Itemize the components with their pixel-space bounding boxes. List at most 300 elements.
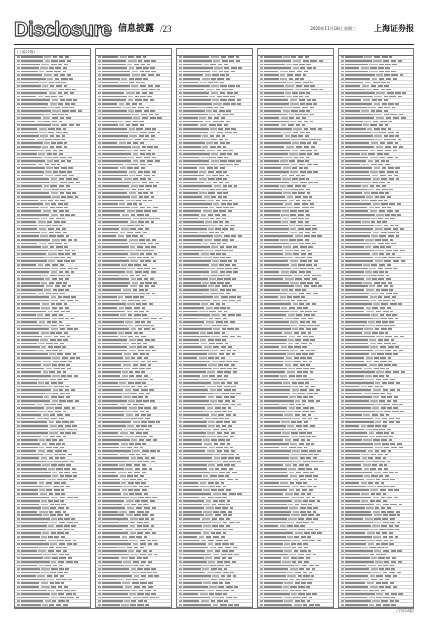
table-cell	[136, 175, 142, 177]
table-cell	[260, 532, 263, 534]
table-cell	[52, 318, 57, 320]
table-cell	[56, 303, 62, 305]
table-cell	[224, 124, 228, 126]
table-cell	[51, 192, 59, 194]
table-cell	[290, 379, 295, 381]
table-cell	[17, 318, 20, 320]
table-cell	[264, 557, 281, 559]
table-cell	[260, 432, 263, 434]
table-cell	[300, 389, 307, 391]
table-cell	[307, 257, 312, 259]
table-cell	[132, 74, 140, 76]
table-cell	[98, 314, 101, 316]
table-cell	[179, 529, 182, 531]
table-cell	[207, 371, 215, 373]
table-cell	[305, 160, 309, 162]
table-cell	[39, 228, 47, 230]
table-cell	[43, 189, 51, 191]
table-cell	[264, 135, 283, 137]
table-cell	[318, 128, 322, 130]
table-cell	[60, 575, 64, 577]
table-cell	[260, 371, 263, 373]
table-cell	[131, 361, 139, 363]
table-cell	[228, 210, 233, 212]
table-cell	[21, 189, 41, 191]
table-cell	[300, 246, 307, 248]
table-cell	[213, 536, 220, 538]
table-cell	[141, 114, 148, 116]
table-cell	[64, 332, 68, 334]
table-cell	[307, 493, 312, 495]
table-cell	[17, 479, 20, 481]
table-cell	[391, 74, 398, 76]
table-cell	[296, 407, 301, 409]
table-cell	[369, 339, 376, 341]
table-cell	[289, 289, 293, 291]
table-cell	[364, 192, 370, 194]
table-cell	[220, 99, 227, 101]
table-cell	[52, 439, 57, 441]
table-cell	[102, 67, 127, 69]
table-cell	[221, 346, 227, 348]
table-cell	[205, 514, 213, 516]
table-cell	[67, 60, 71, 62]
table-cell	[381, 282, 386, 284]
table-cell	[21, 293, 36, 295]
table-cell	[396, 132, 400, 134]
table-cell	[58, 203, 63, 205]
table-cell	[21, 346, 40, 348]
table-cell	[226, 293, 231, 295]
table-cell	[224, 389, 231, 391]
table-cell	[59, 185, 65, 187]
table-cell	[98, 500, 101, 502]
table-cell	[42, 275, 48, 277]
table-cell	[381, 289, 388, 291]
table-cell	[66, 561, 73, 563]
table-cell	[179, 353, 182, 355]
table-cell	[227, 500, 230, 502]
table-cell	[129, 540, 138, 542]
table-cell	[146, 293, 150, 295]
table-cell	[183, 250, 204, 252]
table-cell	[203, 504, 210, 506]
table-cell	[17, 557, 20, 559]
table-cell	[296, 404, 301, 406]
table-cell	[134, 575, 140, 577]
table-cell	[127, 475, 133, 477]
table-cell	[345, 146, 374, 148]
table-cell	[260, 472, 263, 474]
table-cell	[264, 246, 282, 248]
table-cell	[222, 393, 228, 395]
table-cell	[138, 192, 142, 194]
table-cell	[309, 565, 314, 567]
table-cell	[133, 121, 138, 123]
table-cell	[183, 443, 202, 445]
table-cell	[47, 321, 51, 323]
table-cell	[211, 600, 215, 602]
table-cell	[383, 60, 389, 62]
table-cell	[21, 586, 39, 588]
table-cell	[302, 185, 305, 187]
table-cell	[102, 210, 125, 212]
table-cell	[310, 207, 314, 209]
table-cell	[125, 468, 133, 470]
table-cell	[54, 71, 61, 73]
table-cell	[49, 371, 55, 373]
table-cell	[98, 582, 101, 584]
table-cell	[231, 590, 235, 592]
table-cell	[237, 461, 241, 463]
table-cell	[51, 271, 57, 273]
table-cell	[17, 99, 20, 101]
table-cell	[149, 550, 152, 552]
table-cell	[98, 74, 101, 76]
table-cell	[152, 540, 157, 542]
table-cell	[179, 472, 182, 474]
table-cell	[64, 529, 70, 531]
table-cell	[143, 432, 148, 434]
table-cell	[216, 178, 221, 180]
table-cell	[43, 436, 49, 438]
table-cell	[372, 307, 378, 309]
table-cell	[220, 82, 224, 84]
table-cell	[49, 82, 54, 84]
table-cell	[102, 110, 127, 112]
table-cell	[17, 82, 20, 84]
table-cell	[345, 243, 369, 245]
table-cell	[217, 278, 223, 280]
table-cell	[120, 232, 126, 234]
table-cell	[212, 597, 219, 599]
table-cell	[56, 468, 63, 470]
table-cell	[17, 353, 20, 355]
table-cell	[179, 178, 182, 180]
table-cell	[310, 60, 317, 62]
table-cell	[98, 171, 101, 173]
table-cell	[388, 282, 393, 284]
table-cell	[291, 110, 297, 112]
table-cell	[43, 364, 51, 366]
table-cell	[145, 214, 149, 216]
table-cell	[183, 189, 199, 191]
table-cell	[390, 311, 393, 313]
table-cell	[227, 307, 230, 309]
table-cell	[205, 121, 211, 123]
table-cell	[299, 432, 305, 434]
table-cell	[286, 357, 293, 359]
table-cell	[371, 142, 379, 144]
table-cell	[55, 78, 60, 80]
table-cell	[62, 175, 67, 177]
table-cell	[221, 554, 227, 556]
table-cell	[341, 139, 344, 141]
table-cell	[289, 407, 295, 409]
table-cell	[229, 296, 235, 298]
table-cell	[132, 182, 140, 184]
table-cell	[17, 107, 20, 109]
table-cell	[264, 353, 286, 355]
table-cell	[140, 547, 144, 549]
table-cell	[98, 246, 101, 248]
table-cell	[98, 343, 101, 345]
table-cell	[37, 139, 44, 141]
table-cell	[98, 364, 101, 366]
table-cell	[384, 85, 389, 87]
table-cell	[156, 597, 159, 599]
table-cell	[17, 472, 20, 474]
table-cell	[102, 464, 118, 466]
table-cell	[391, 139, 396, 141]
table-cell	[214, 142, 218, 144]
table-cell	[305, 382, 308, 384]
table-cell	[126, 124, 131, 126]
table-cell	[345, 203, 371, 205]
table-cell	[260, 150, 263, 152]
table-cell	[231, 235, 236, 237]
table-cell	[43, 371, 48, 373]
table-cell	[139, 185, 143, 187]
table-cell	[300, 157, 304, 159]
table-cell	[387, 264, 392, 266]
table-cell	[55, 285, 61, 287]
table-cell	[260, 135, 263, 137]
table-cell	[208, 497, 214, 499]
table-cell	[102, 139, 125, 141]
table-cell	[299, 178, 304, 180]
table-cell	[183, 350, 209, 352]
table-cell	[55, 582, 59, 584]
table-cell	[306, 468, 312, 470]
table-cell	[376, 336, 383, 338]
table-cell	[222, 135, 226, 137]
table-cell	[302, 540, 308, 542]
table-cell	[286, 146, 295, 148]
table-cell	[183, 150, 205, 152]
table-cell	[219, 500, 225, 502]
table-cell	[127, 547, 133, 549]
table-cell	[376, 325, 383, 327]
table-cell	[302, 203, 309, 205]
table-cell	[133, 178, 138, 180]
table-cell	[118, 547, 125, 549]
table-cell	[264, 529, 287, 531]
table-cell	[284, 107, 292, 109]
table-cell	[102, 382, 118, 384]
table-cell	[345, 282, 362, 284]
table-cell	[17, 529, 20, 531]
table-cell	[179, 489, 182, 491]
table-cell	[183, 56, 209, 58]
table-cell	[212, 522, 221, 524]
table-cell	[290, 457, 298, 459]
table-cell	[304, 85, 309, 87]
table-cell	[152, 532, 157, 534]
table-cell	[131, 457, 136, 459]
table-cell	[183, 579, 201, 581]
table-cell	[17, 443, 20, 445]
table-cell	[345, 192, 362, 194]
table-cell	[37, 121, 43, 123]
table-cell	[211, 85, 219, 87]
table-cell	[17, 604, 20, 606]
table-cell	[98, 121, 101, 123]
table-cell	[290, 350, 298, 352]
table-cell	[260, 303, 263, 305]
table-cell	[21, 210, 41, 212]
table-cell	[21, 554, 42, 556]
table-cell	[17, 407, 20, 409]
table-cell	[55, 450, 62, 452]
table-cell	[229, 89, 233, 91]
table-cell	[369, 207, 374, 209]
table-cell	[220, 142, 225, 144]
table-cell	[287, 572, 293, 574]
table-cell	[208, 285, 213, 287]
table-cell	[393, 260, 400, 262]
table-cell	[179, 593, 182, 595]
table-cell	[300, 497, 304, 499]
table-cell	[208, 421, 215, 423]
table-cell	[301, 318, 307, 320]
table-cell	[151, 221, 154, 223]
table-cell	[73, 178, 78, 180]
table-cell	[140, 153, 145, 155]
table-cell	[310, 371, 313, 373]
table-cell	[260, 264, 263, 266]
table-cell	[65, 89, 71, 91]
table-cell	[296, 124, 301, 126]
table-cell	[209, 207, 214, 209]
table-cell	[385, 192, 389, 194]
table-cell	[61, 536, 65, 538]
table-cell	[127, 167, 133, 169]
table-cell	[136, 157, 142, 159]
table-cell	[260, 486, 263, 488]
table-cell	[98, 232, 101, 234]
table-cell	[380, 307, 386, 309]
table-cell	[136, 67, 142, 69]
table-cell	[345, 64, 368, 66]
table-cell	[382, 103, 387, 105]
table-cell	[345, 221, 361, 223]
table-cell	[388, 132, 395, 134]
table-cell	[45, 600, 51, 602]
table-cell	[50, 103, 57, 105]
table-cell	[183, 597, 210, 599]
table-cell	[129, 171, 137, 173]
table-cell	[210, 475, 217, 477]
table-cell	[206, 500, 211, 502]
table-cell	[126, 414, 133, 416]
table-cell	[179, 221, 182, 223]
table-cell	[17, 303, 20, 305]
table-cell	[17, 218, 20, 220]
table-cell	[57, 379, 62, 381]
table-cell	[364, 56, 372, 58]
table-cell	[341, 146, 344, 148]
table-cell	[17, 400, 20, 402]
table-cell	[361, 110, 369, 112]
table-cell	[58, 275, 64, 277]
table-cell	[230, 225, 234, 227]
table-cell	[98, 82, 101, 84]
table-cell	[61, 375, 66, 377]
table-cell	[153, 590, 157, 592]
table-cell	[179, 557, 182, 559]
table-cell	[119, 464, 125, 466]
table-cell	[146, 411, 150, 413]
table-cell	[125, 389, 132, 391]
table-cell	[365, 271, 371, 273]
table-cell	[264, 343, 286, 345]
table-cell	[183, 296, 213, 298]
table-cell	[102, 285, 128, 287]
table-cell	[59, 429, 65, 431]
table-cell	[125, 296, 132, 298]
table-cell	[237, 336, 241, 338]
table-cell	[299, 99, 305, 101]
table-cell	[141, 421, 147, 423]
table-cell	[264, 486, 290, 488]
table-cell	[98, 318, 101, 320]
table-cell	[123, 418, 130, 420]
table-cell	[307, 536, 310, 538]
table-cell	[302, 346, 307, 348]
table-cell	[21, 135, 39, 137]
table-cell	[208, 482, 214, 484]
table-cell	[345, 293, 369, 295]
table-cell	[140, 218, 146, 220]
table-cell	[264, 400, 294, 402]
table-cell	[135, 99, 142, 101]
table-cell	[223, 593, 226, 595]
table-cell	[147, 414, 151, 416]
table-cell	[375, 239, 380, 241]
table-cell	[56, 421, 61, 423]
table-cell	[121, 482, 126, 484]
table-cell	[264, 386, 291, 388]
table-cell	[293, 461, 301, 463]
table-cell	[264, 121, 289, 123]
table-cell	[21, 361, 41, 363]
table-cell	[208, 540, 215, 542]
table-cell	[98, 253, 101, 255]
table-cell	[378, 107, 383, 109]
table-cell	[290, 121, 296, 123]
table-cell	[345, 121, 363, 123]
table-cell	[213, 182, 218, 184]
table-cell	[102, 200, 124, 202]
table-cell	[102, 332, 117, 334]
table-cell	[143, 346, 147, 348]
table-cell	[260, 364, 263, 366]
table-cell	[50, 425, 57, 427]
table-cell	[302, 565, 307, 567]
table-cell	[309, 343, 312, 345]
table-cell	[260, 296, 263, 298]
table-cell	[140, 96, 146, 98]
table-cell	[289, 396, 296, 398]
table-cell	[98, 210, 101, 212]
table-cell	[264, 200, 287, 202]
table-cell	[50, 414, 55, 416]
table-cell	[213, 382, 220, 384]
table-cell	[345, 71, 368, 73]
table-cell	[142, 529, 146, 531]
table-cell	[372, 99, 377, 101]
